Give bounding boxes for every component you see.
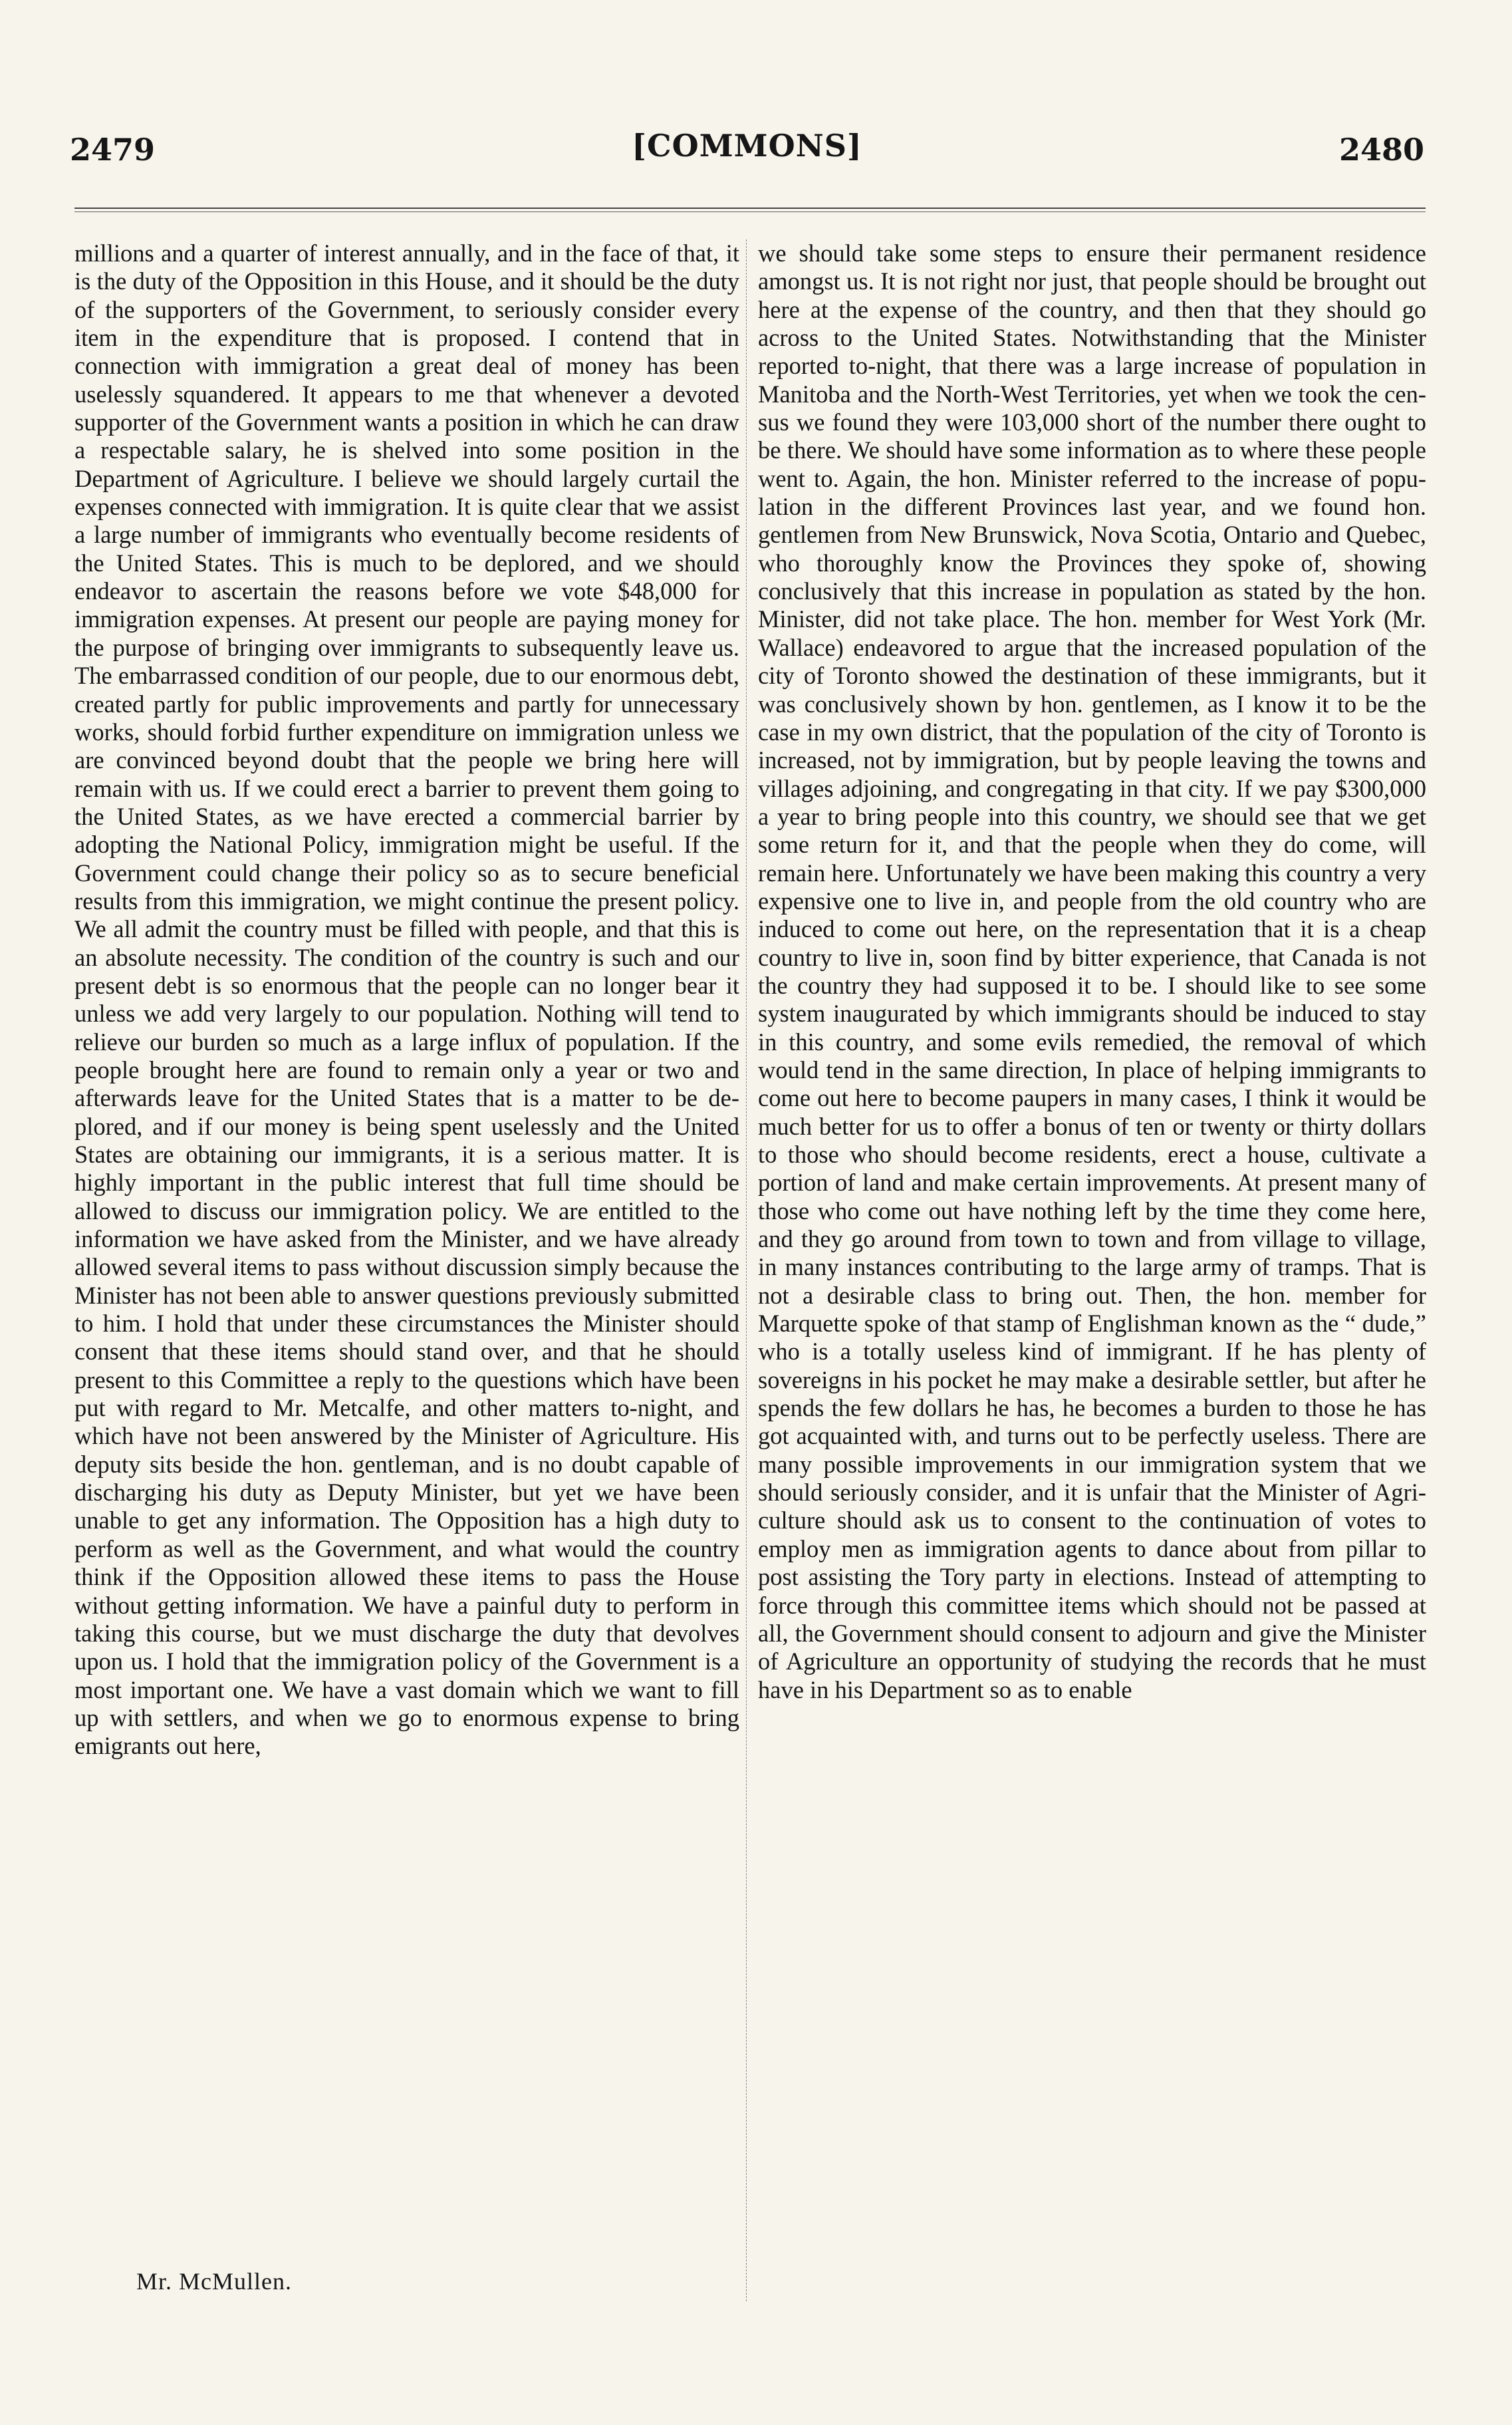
left-column [74, 239, 739, 1761]
right-column-text: we should take some steps to ensure their permanent residence amongst us. It is not right nor just, that people should be brought out here at the expense of the country, and then that they should go across to the United States. Notwithstanding that the Minister reported to-night, that there was a large increase of population in Manitoba and the North-West Territories, yet when we took the census we found they were 103,000 short of the number there ought to be there. We should have some information as to where these people went to. Again, the hon. Minister referred to the increase of population in the different Provinces last year, and we found hon. gentlemen from New Brunswick, Nova Scotia, Ontario and Quebec, who thoroughly know the Provinces they spoke of, showing conclusively that this increase in population as stated by the hon. Minister, did not take place. The hon. member for West York (Mr. Wallace) endeavored to argue that the increased population of the city of Toronto showed the destination of these immigrants, but it was conclusively shown by hon. gentlemen, as I know it to be the case in my own district, that the population of the city of Toronto is increased, not by immigration, but by people leaving the towns and villages adjoining, and congregating in that city. If we pay $300,000 a year to bring people into this country, we should see that we get some return for it, and that the people when they do come, will remain here. Unfortunately we have been making this country a very expensive one to live in, and people from the old country who are induced to come out here, on the representation that it is a cheap country to live in, soon find by bitter experience, that Canada is not the country they had supposed it to be. I should like to see some system inaugurated by which immigrants should be induced to stay in this country, and some evils remedied, the removal of which would tend in the same direction, In place of helping immigrants to come out here to become paupers in many cases, I think it would be much better for us to offer a bonus of ten or twenty or thirty dollars to those who should become residents, erect a house, cultivate a portion of land and make certain improvements. At present many of those who come out have nothing left by the time they come here, and they go around from town to town and from village to village, in many instances contributing to the large army of tramps. That is not a desirable class to bring out. Then, the hon. member for Marquette spoke of that stamp of Englishman known as the “ dude,” who is a totally useless kind of immigrant. If he has plenty of sovereigns in his pocket he may make a desirable settler, but after he spends the few dollars he has, he becomes a burden to those he has got acquainted with, and turns out to be perfectly useless. There are many possible improvements in our immigration system that we should seriously consider, and it is unfair that the Minister of Agriculture should ask us to consent to the continuation of votes to employ men as immigration agents to dance about from pillar to post assisting the Tory party in elections. Instead of attempting to force through this committee items which should not be passed at all, the Government should consent to adjourn and give the Minister of Agriculture an opportunity of studying the records that he must have in his Department so as to enable [758, 239, 1426, 1703]
column-divider [746, 239, 747, 2301]
speaker-name: Mr. McMullen. [136, 2268, 292, 2295]
page-header [70, 126, 1424, 180]
right-column [758, 239, 1426, 1704]
page-title: [COMMONS] [632, 128, 862, 164]
header-rule [74, 208, 1426, 209]
left-column-text: millions and a quarter of interest annually, and in the face of that, it is the duty of the Opposition in this House, and it should be the duty of the supporters of the Government, to seriously consider every item in the expenditure that is proposed. I contend that in connection with immigration a great deal of money has been uselessly squandered. It appears to me that whenever a devoted supporter of the Government wants a position in which he can draw a respectable salary, he is shelved into some position in the Department of Agriculture. I believe we should largely curtail the expenses connected with immigration. It is quite clear that we assist a large number of immigrants who eventually become residents of the United States. This is much to be deplored, and we should endeavor to ascertain the reasons before we vote $48,000 for immigration expenses. At present our people are paying money for the purpose of bringing over immigrants to subsequently leave us. The embarrassed condition of our people, due to our enormous debt, created partly for public improvements and partly for unnecessary works, should forbid further expenditure on immigration unless we are convinced beyond doubt that the people we bring here will remain with us. If we could erect a barrier to prevent them going to the United States, as we have erected a commercial barrier by adopting the National Policy, immigration might be useful. If the Government could change their policy so as to secure beneficial results from this immigration, we might continue the present policy. We all admit the country must be filled with people, and that this is an absolute necessity. The condition of the country is such and our present debt is so enormous that the people can no longer bear it unless we add very largely to our population. Nothing will tend to relieve our burden so much as a large influx of population. If the people brought here are found to remain only a year or two and afterwards leave for the United States that is a matter to be deplored, and if our money is being spent uselessly and the United States are obtaining our immigrants, it is a serious matter. It is highly important in the public interest that full time should be allowed to discuss our immigration policy. We are entitled to the information we have asked from the Minister, and we have already allowed several items to pass without discussion simply because the Minister has not been able to answer questions previously submitted to him. I hold that under these circumstances the Minister should consent that these items should stand over, and that he should present to this Committee a reply to the questions which have been put with regard to Mr. Metcalfe, and other matters to-night, and which have not been answered by the Minister of Agriculture. His deputy sits beside the hon. gentleman, and is no doubt capable of discharging his duty as Deputy Minister, but yet we have been unable to get any information. The Opposition has a high duty to perform as well as the Government, and what would the country think if the Opposition allowed these items to pass the House without getting information. We have a painful duty to perform in taking this course, but we must discharge the duty that devolves upon us. I hold that the immigration policy of the Government is a most important one. We have a vast domain which we want to fill up with settlers, and when we go to enormous expense to bring emigrants out here, [74, 239, 739, 1760]
page-number-right: 2480 [1338, 132, 1424, 168]
page-number-left: 2479 [70, 132, 156, 168]
